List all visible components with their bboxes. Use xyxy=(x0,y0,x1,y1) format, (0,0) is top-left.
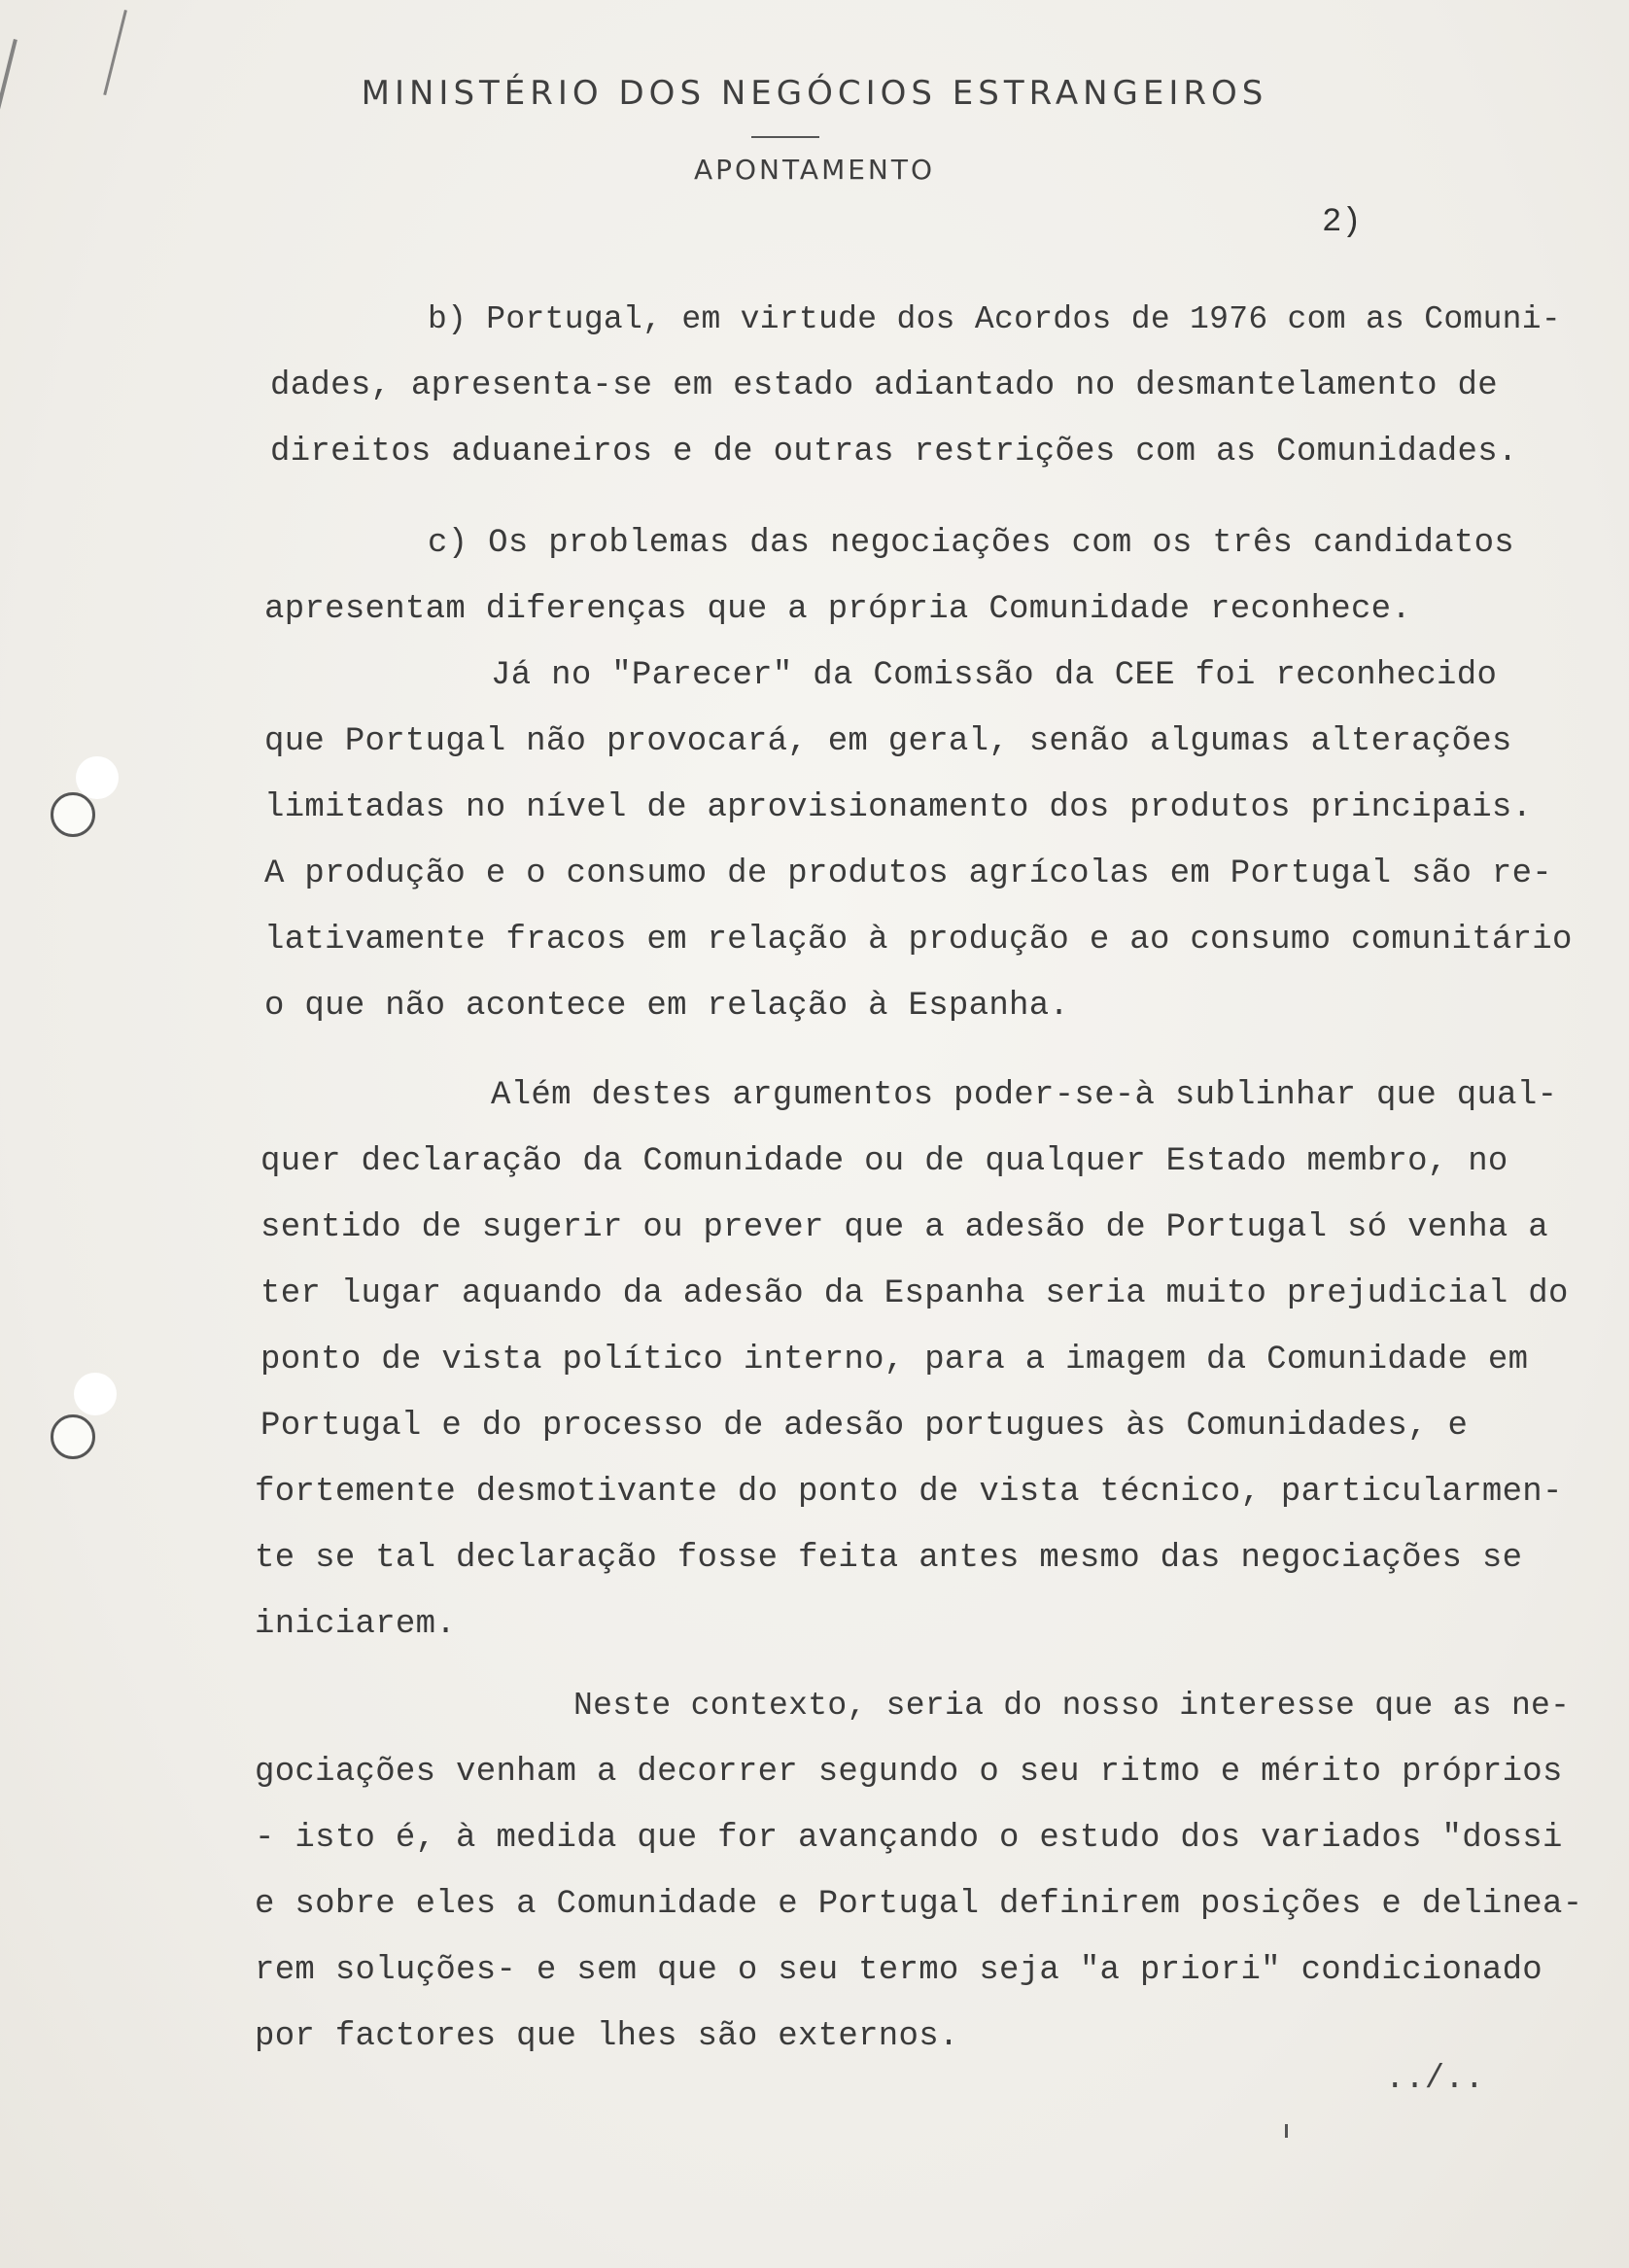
body-line: que Portugal não provocará, em geral, senão algumas alterações xyxy=(264,723,1512,760)
body-line: e sobre eles a Comunidade e Portugal definirem posições e delinea- xyxy=(255,1886,1583,1923)
header-rule xyxy=(751,136,819,138)
body-line: Já no "Parecer" da Comissão da CEE foi reconhecido xyxy=(491,657,1498,694)
punch-hole xyxy=(51,1414,95,1459)
body-line: ponto de vista político interno, para a imagem da Comunidade em xyxy=(260,1342,1529,1378)
body-line: b) Portugal, em virtude dos Acordos de 1976 com as Comuni- xyxy=(428,301,1561,337)
body-line: quer declaração da Comunidade ou de qualquer Estado membro, no xyxy=(260,1143,1508,1180)
body-line: A produção e o consumo de produtos agrícolas em Portugal são re- xyxy=(264,855,1553,892)
body-line: dades, apresenta-se em estado adiantado no desmantelamento de xyxy=(270,367,1498,404)
ministry-header: MINISTÉRIO DOS NEGÓCIOS ESTRANGEIROS xyxy=(361,74,1268,113)
punch-hole xyxy=(51,792,95,837)
body-line: apresentam diferenças que a própria Comunidade reconhece. xyxy=(264,591,1412,628)
body-line: Neste contexto, seria do nosso interesse que as ne- xyxy=(573,1688,1571,1724)
body-line: iniciarem. xyxy=(255,1606,457,1643)
body-line: te se tal declaração fosse feita antes mesmo das negociações se xyxy=(255,1540,1523,1577)
body-line: - isto é, à medida que for avançando o estudo dos variados "dossi xyxy=(255,1820,1563,1857)
body-line: fortemente desmotivante do ponto de vista técnico, particularmen- xyxy=(255,1474,1563,1511)
body-line: ter lugar aquando da adesão da Espanha seria muito prejudicial do xyxy=(260,1275,1569,1312)
body-line: c) Os problemas das negociações com os três candidatos xyxy=(428,525,1514,562)
body-line: por factores que lhes são externos. xyxy=(255,2018,959,2055)
body-line: direitos aduaneiros e de outras restrições com as Comunidades. xyxy=(270,434,1518,471)
body-line: sentido de sugerir ou prever que a adesão de Portugal só venha a xyxy=(260,1209,1549,1246)
margin-tick xyxy=(1285,2124,1288,2138)
punch-hole-shine xyxy=(74,1373,117,1415)
body-line: o que não acontece em relação à Espanha. xyxy=(264,988,1070,1025)
body-line: lativamente fracos em relação à produção e ao consumo comunitário xyxy=(264,922,1573,959)
page-number: 2) xyxy=(1322,204,1362,241)
body-line: gociações venham a decorrer segundo o seu ritmo e mérito próprios xyxy=(255,1754,1563,1791)
body-line: Portugal e do processo de adesão portugues às Comunidades, e xyxy=(260,1408,1469,1445)
body-line: Além destes argumentos poder-se-à sublinhar que qual- xyxy=(491,1077,1558,1114)
continuation-mark: ../.. xyxy=(1385,2061,1485,2098)
body-line: limitadas no nível de aprovisionamento dos produtos principais. xyxy=(264,789,1533,826)
body-line: rem soluções- e sem que o seu termo seja "a priori" condicionado xyxy=(255,1952,1543,1989)
punch-hole-shine xyxy=(76,756,119,799)
document-type: APONTAMENTO xyxy=(693,154,936,186)
